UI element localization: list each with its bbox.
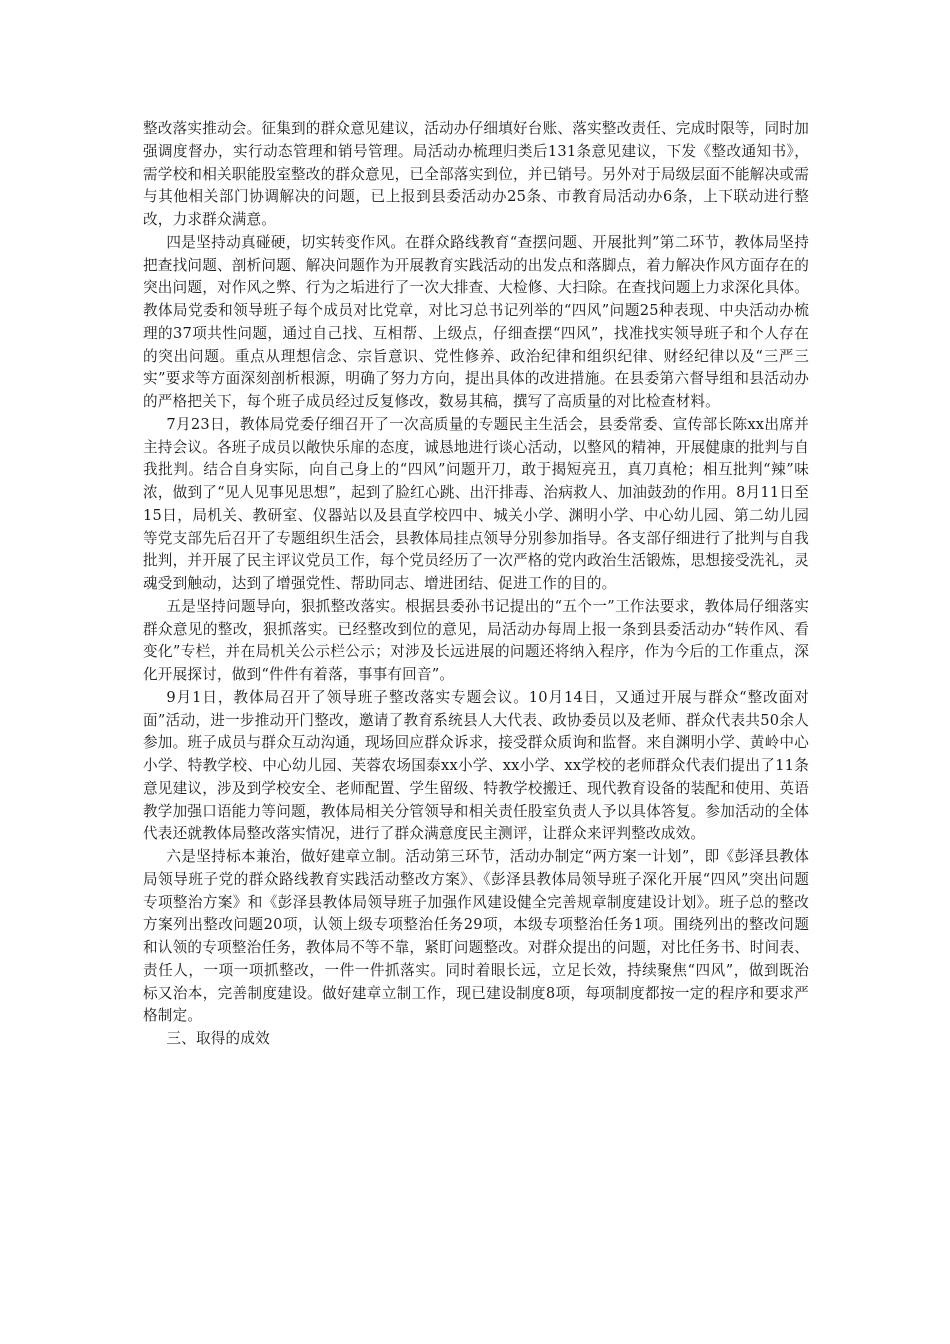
paragraph-july-meeting: 7月23日，教体局党委仔细召开了一次高质量的专题民主生活会，县委常委、宣传部长陈xx出席并主持会议。各班子成员以敞快乐扉的态度，诚恳地进行谈心活动，以整风的精神，开展健康的批判与自我批判。结合自身实际，向自己身上的“四风”问题开刀，敢于揭短亮丑，真刀真枪；相互批判“辣”味浓，做到了“见人见事见思想”，起到了脸红心跳、出汗排毒、治病救人、加油鼓劲的作用。8月11日至15日，局机关、教研室、仪器站以及县直学校四中、城关小学、渊明小学、中心幼儿园、第二幼儿园等党支部先后召开了专题组织生活会，县教体局挂点领导分别参加指导。各支部仔细进行了批判与自我批判，并开展了民主评议党员工作，每个党员经历了一次严格的党内政治生活锻炼，思想接受洗礼，灵魂受到触动，达到了增强党性、帮助同志、增进团结、促进工作的目的。 [143,415,809,592]
paragraph-point-five: 五是坚持问题导向，狠抓整改落实。根据县委孙书记提出的“五个一”工作法要求，教体局仔细落实群众意见的整改，狠抓落实。已经整改到位的意见，局活动办每周上报一条到县委活动办“转作风、看变化”专栏，并在局机关公示栏公示；对涉及长远进展的问题还将纳入程序，作为今后的工作重点，深化开展探讨，做到“件件有着落，事事有回音”。 [143,597,809,683]
paragraph-september-meeting: 9月1日，教体局召开了领导班子整改落实专题会议。10月14日，又通过开展与群众“整改面对面”活动，进一步推动开门整改，邀请了教育系统县人大代表、政协委员以及老师、群众代表共50余人参加。班子成员与群众互动沟通，现场回应群众诉求，接受群众质询和监督。来自渊明小学、黄岭中心小学、特教学校、中心幼儿园、芙蓉农场国泰xx小学、xx小学、xx学校的老师群众代表们提出了11条意见建议，涉及到学校安全、老师配置、学生留级、特教学校搬迁、现代教育设备的装配和使用、英语教学加强口语能力等问题，教体局相关分管领导和相关责任股室负责人予以具体答复。参加活动的全体代表还就教体局整改落实情况，进行了群众满意度民主测评，让群众来评判整改成效。 [143,688,809,843]
paragraph-continuation: 整改落实推动会。征集到的群众意见建议，活动办仔细填好台账、落实整改责任、完成时限等，同时加强调度督办，实行动态管理和销号管理。局活动办梳理归类后131条意见建议，下发《整改通知书》，需学校和相关职能股室整改的群众意见，已全部落实到位，并已销号。另外对于局级层面不能解决或需与其他相关部门协调解决的问题，已上报到县委活动办25条、市教育局活动办6条，上下联动进行整改，力求群众满意。 [143,120,809,228]
section-heading-results: 三、取得的成效 [166,1030,270,1047]
paragraph-point-six: 六是坚持标本兼治，做好建章立制。活动第三环节，活动办制定“两方案一计划”，即《彭泽县教体局领导班子党的群众路线教育实践活动整改方案》、《彭泽县教体局领导班子深化开展“四风”突出问题专项整治方案》和《彭泽县教体局领导班子加强作风建设健全完善规章制度建设计划》。班子总的整改方案列出整改问题20项，认领上级专项整治任务29项，本级专项整治任务1项。围绕列出的整改问题和认领的专项整治任务，教体局不等不靠，紧盯问题整改。对群众提出的问题，对比任务书、时间表、责任人，一项一项抓整改，一件一件抓落实。同时着眼长远，立足长效，持续聚焦“四风”，做到既治标又治本，完善制度建设。做好建章立制工作，现已建设制度8项，每项制度都按一定的程序和要求严格制定。 [143,848,809,1025]
paragraph-point-four: 四是坚持动真碰硬，切实转变作风。在群众路线教育“查摆问题、开展批判”第二环节，教体局坚持把查找问题、剖析问题、解决问题作为开展教育实践活动的出发点和落脚点，着力解决作风方面存在的突出问题，对作风之弊、行为之垢进行了一次大排查、大检修、大扫除。在查找问题上力求深化具体。教体局党委和领导班子每个成员对比党章，对比习总书记列举的“四风”问题25种表现、中央活动办梳理的37项共性问题，通过自己找、互相帮、上级点，仔细查摆“四风”，找准找实领导班子和个人存在的突出问题。重点从理想信念、宗旨意识、党性修养、政治纪律和组织纪律、财经纪律以及“三严三实”要求等方面深刻剖析根源，明确了努力方向，提出具体的改进措施。在县委第六督导组和县活动办的严格把关下，每个班子成员经过反复修改，数易其稿，撰写了高质量的对比检查材料。 [143,233,809,410]
document-body [143,118,809,1051]
